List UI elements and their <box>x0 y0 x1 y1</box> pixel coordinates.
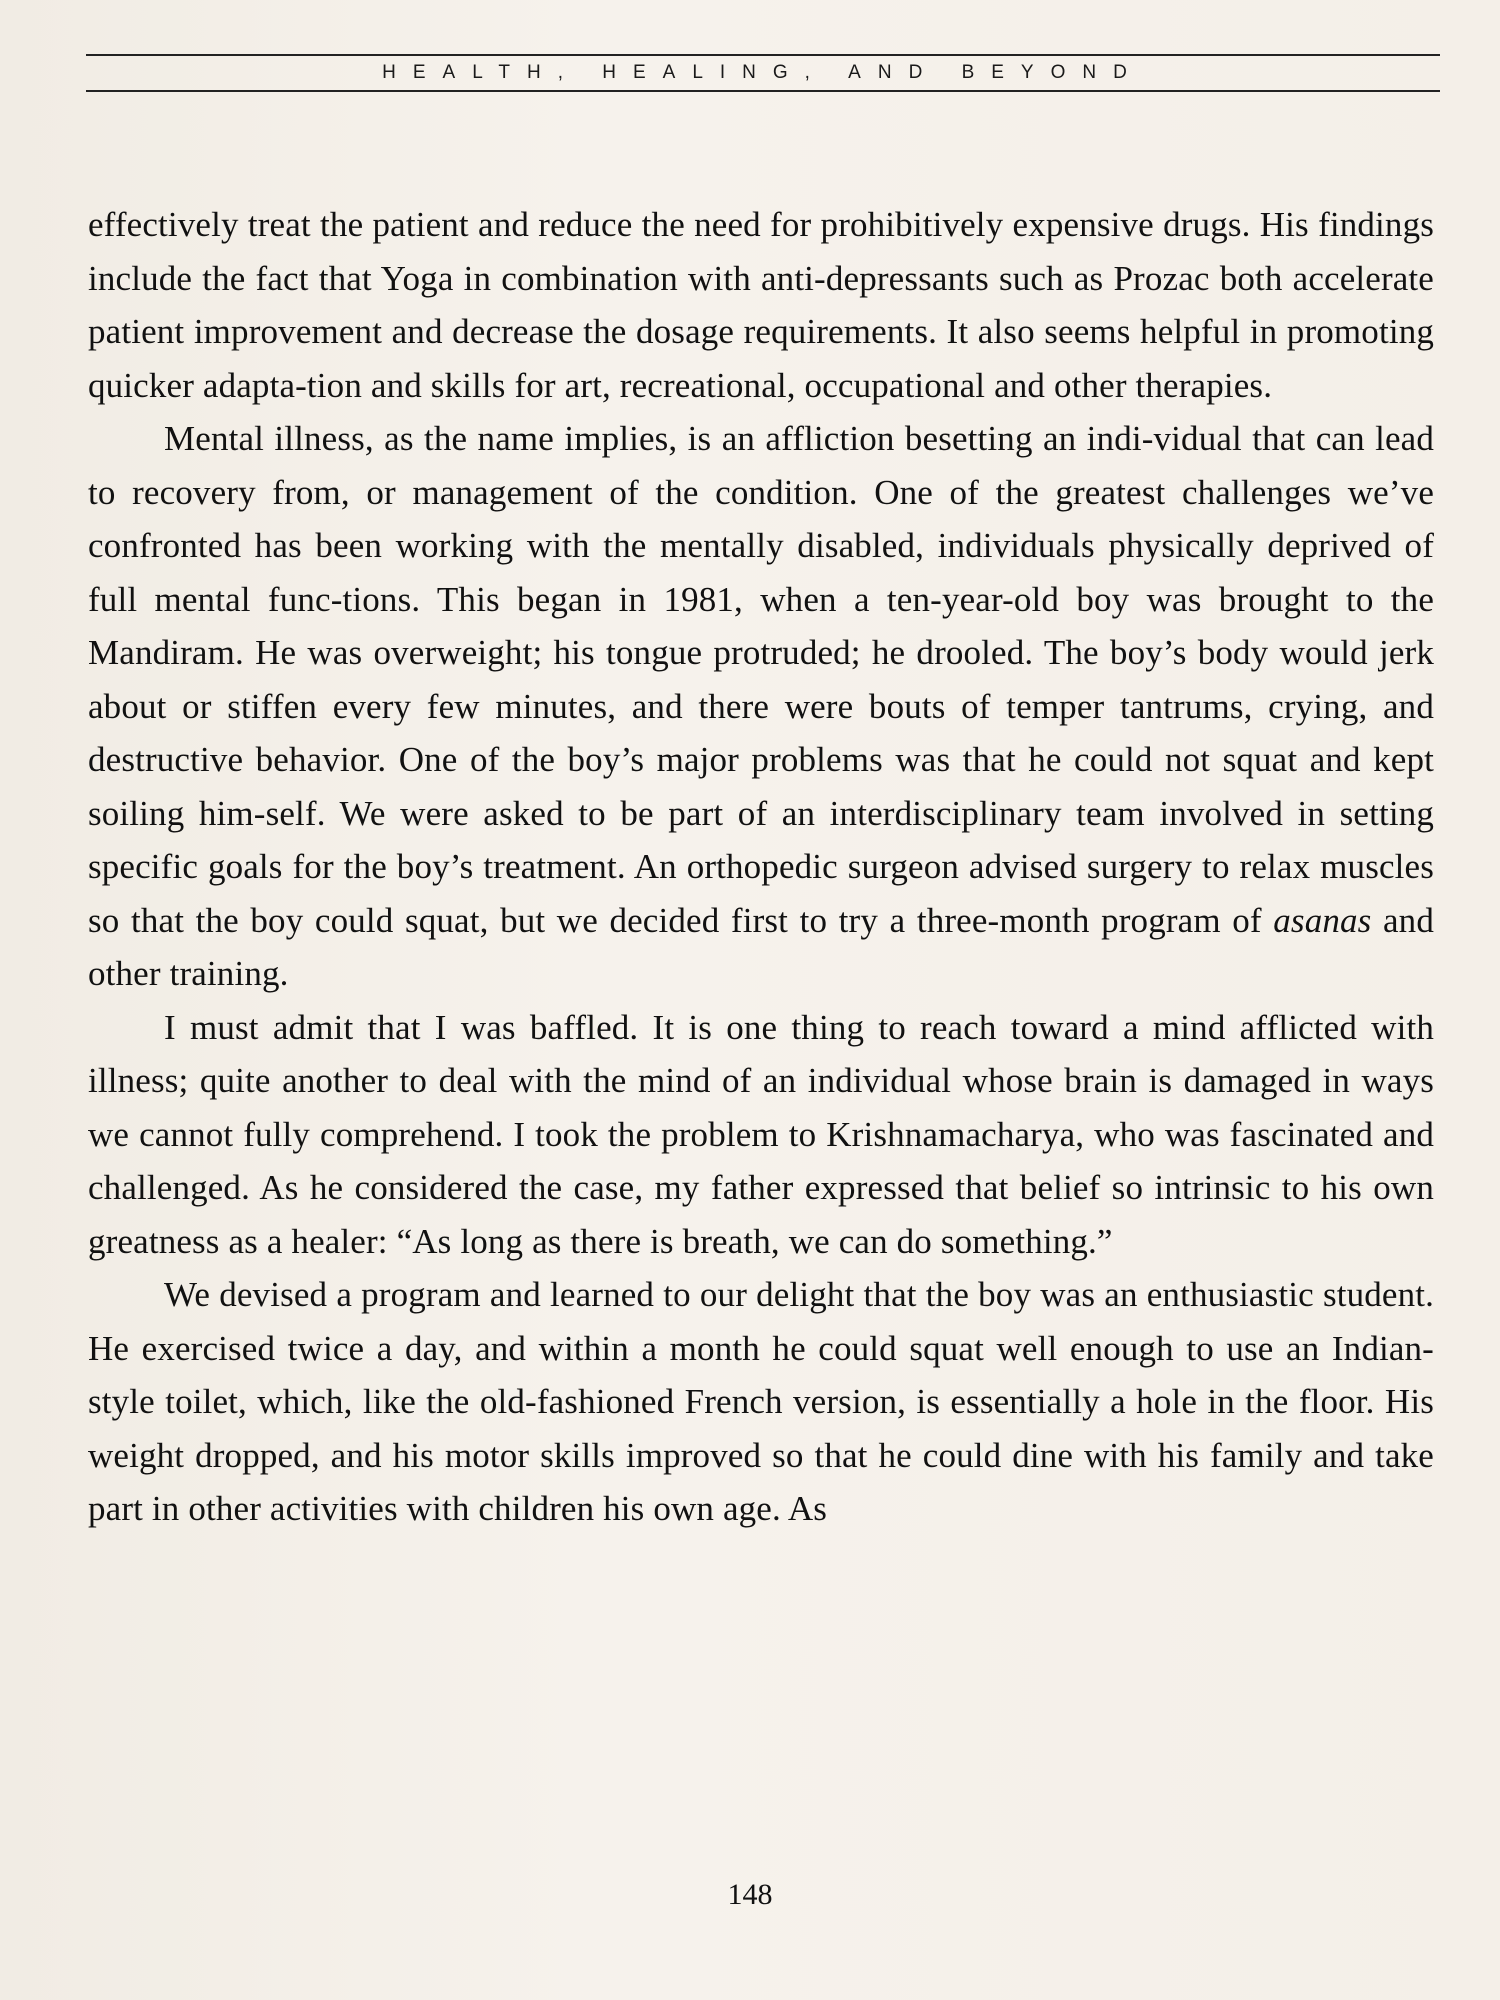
running-header <box>86 54 1440 92</box>
italic-term: asanas <box>1273 900 1372 940</box>
page-number: 148 <box>727 1878 773 1911</box>
paragraph-program: We devised a program and learned to our delight that the boy was an enthusiastic student. He exercised twice a day, and within a month he could squat well enough to use an Indian-style toilet, which, like the old-fashioned French version, is essentially a hole in the floor. His weight dropped, and his motor skills improved so that he could dine with his family and take part in other activities with children his own age. As <box>88 1275 1434 1528</box>
body-text <box>88 198 1434 1536</box>
paragraph-mental-illness: Mental illness, as the name implies, is an affliction besetting an indi-vidual that can lead to recovery from, or management of the condition. One of the greatest challenges we’ve confronted has been working with the mentally disabled, individuals physically deprived of full mental func-tions. This began in 1981, when a ten-year-old boy was brought to the Mandiram. He was overweight; his tongue protruded; he drooled. The boy’s body would jerk about or stiffen every few minutes, and there were bouts of temper tantrums, crying, and destructive behavior. One of the boy’s major problems was that he could not squat and kept soiling him-self. We were asked to be part of an interdisciplinary team involved in setting specific goals for the boy’s treatment. An orthopedic surgeon advised surgery to relax muscles so that the boy could squat, but we decided first to try a three-month program of asanas and other training. <box>88 419 1434 993</box>
paragraph-baffled: I must admit that I was baffled. It is one thing to reach toward a mind afflicted with illness; quite another to deal with the mind of an individual whose brain is damaged in ways we cannot fully comprehend. I took the problem to Krishnamacharya, who was fascinated and challenged. As he considered the case, my father expressed that belief so intrinsic to his own greatness as a healer: “As long as there is breath, we can do something.” <box>88 1007 1434 1261</box>
paragraph-continuation: effectively treat the patient and reduce the need for prohibitively expensive drugs. His findings include the fact that Yoga in combination with anti-depressants such as Prozac both accelerate patient improvement and decrease the dosage requirements. It also seems helpful in promoting quicker adapta-tion and skills for art, recreational, occupational and other therapies. <box>88 205 1434 405</box>
running-header-title: HEALTH, HEALING, AND BEYOND <box>382 62 1144 83</box>
